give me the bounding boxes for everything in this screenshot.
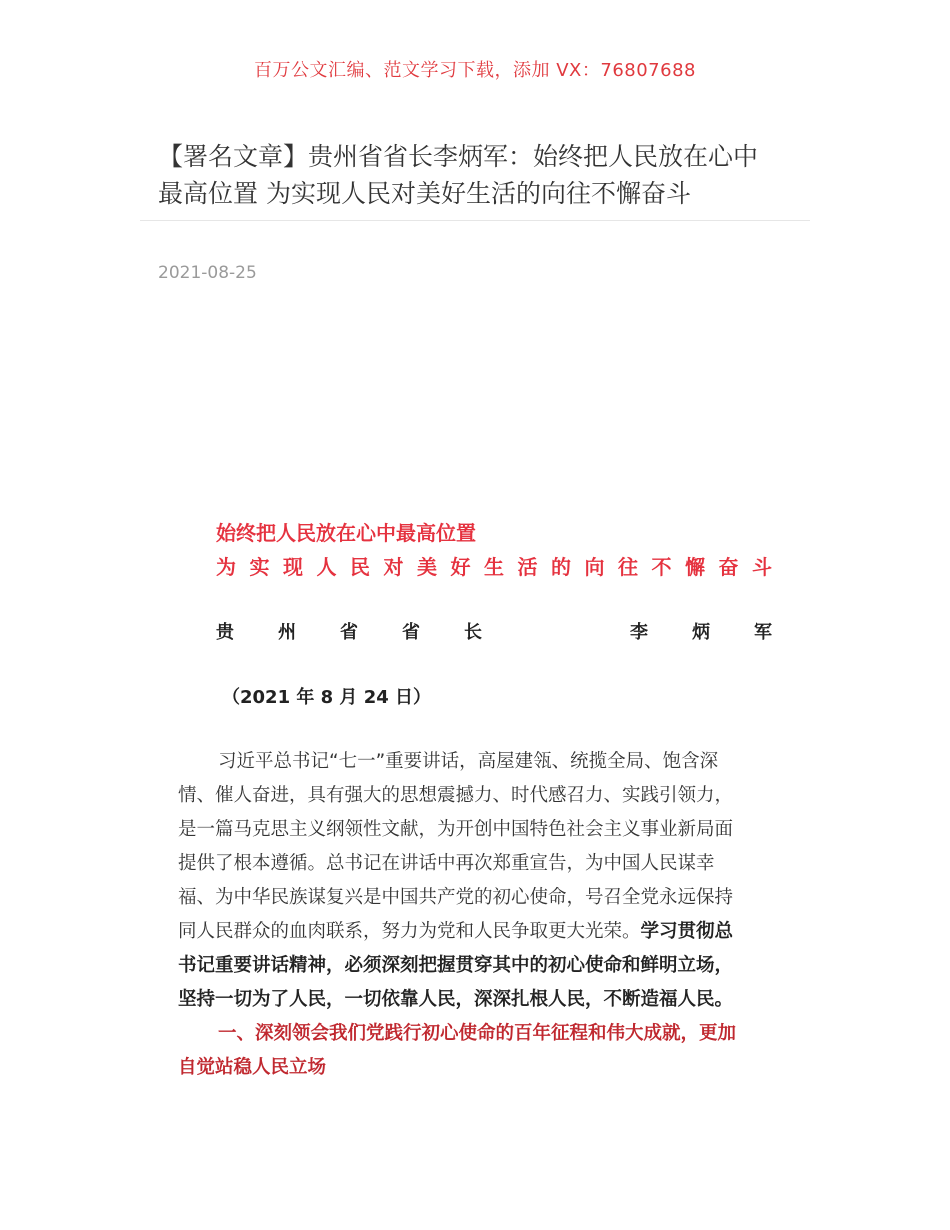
heading-char: 好	[450, 555, 471, 579]
paragraph-line: 习近平总书记“七一”重要讲话，高屋建瓴、统揽全局、饱含深	[218, 751, 719, 772]
article-heading-line-2	[216, 551, 772, 580]
article-title-line-2: 最高位置 为实现人民对美好生活的向往不懈奋斗	[158, 179, 691, 208]
heading-char: 实	[249, 555, 270, 579]
byline-role-char: 省	[402, 622, 420, 643]
paragraph-line	[178, 915, 772, 949]
heading-char: 生	[484, 555, 504, 579]
article-title-line-1: 【署名文章】贵州省省长李炳军：始终把人民放在心中	[158, 142, 759, 171]
heading-char: 为	[216, 555, 236, 579]
paragraph-line: 福、为中华民族谋复兴是中国共产党的初心使命，号召全党永远保持	[178, 887, 734, 908]
byline-gap	[526, 618, 586, 644]
article-title	[158, 138, 798, 212]
heading-char: 向	[584, 555, 605, 579]
paragraph-line: 情、催人奋进，具有强大的思想震撼力、时代感召力、实践引领力，	[178, 785, 734, 806]
byline-role-char: 贵	[216, 622, 234, 643]
paragraph-emphasis-line: 坚持一切为了人民，一切依靠人民，深深扎根人民，不断造福人民。	[178, 989, 734, 1010]
heading-char: 斗	[752, 555, 772, 579]
heading-char: 奋	[718, 555, 739, 579]
heading-char: 往	[618, 555, 638, 579]
byline-name-char: 军	[754, 622, 772, 643]
promo-banner: 百万公文汇编、范文学习下载，添加 VX：76807688	[254, 60, 696, 81]
heading-char: 的	[551, 555, 571, 579]
heading-char: 人	[316, 555, 337, 579]
author-byline	[216, 618, 772, 644]
title-divider	[140, 220, 810, 221]
byline-role-char: 长	[464, 622, 482, 643]
paragraph-text: 同人民群众的血肉联系，努力为党和人民争取更大光荣。	[178, 921, 641, 942]
article-heading-line-1: 始终把人民放在心中最高位置	[216, 521, 476, 545]
heading-char: 民	[350, 555, 370, 579]
paragraph-emphasis-line: 书记重要讲话精神，必须深刻把握贯穿其中的初心使命和鲜明立场，	[178, 955, 734, 976]
heading-char: 懈	[685, 555, 705, 579]
heading-char: 美	[417, 555, 437, 579]
heading-char: 对	[383, 555, 404, 579]
byline-name-char: 炳	[692, 622, 710, 643]
section-heading-line-2: 自觉站稳人民立场	[178, 1057, 327, 1078]
paragraph-emphasis: 学习贯彻总	[640, 921, 734, 942]
paragraph-line: 提供了根本遵循。总书记在讲话中再次郑重宣告，为中国人民谋幸	[178, 853, 715, 874]
byline-role-char: 州	[278, 622, 296, 643]
publish-date: 2021-08-25	[158, 263, 257, 283]
heading-char: 现	[283, 555, 303, 579]
speech-date: （2021 年 8 月 24 日）	[222, 687, 432, 708]
byline-role-char: 省	[340, 622, 358, 643]
heading-char: 活	[517, 555, 538, 579]
section-heading-line-1: 一、深刻领会我们党践行初心使命的百年征程和伟大成就，更加	[218, 1023, 737, 1044]
heading-char: 不	[651, 555, 672, 579]
article-body	[178, 745, 772, 1085]
byline-name-char: 李	[630, 622, 648, 643]
paragraph-line: 是一篇马克思主义纲领性文献，为开创中国特色社会主义事业新局面	[178, 819, 734, 840]
